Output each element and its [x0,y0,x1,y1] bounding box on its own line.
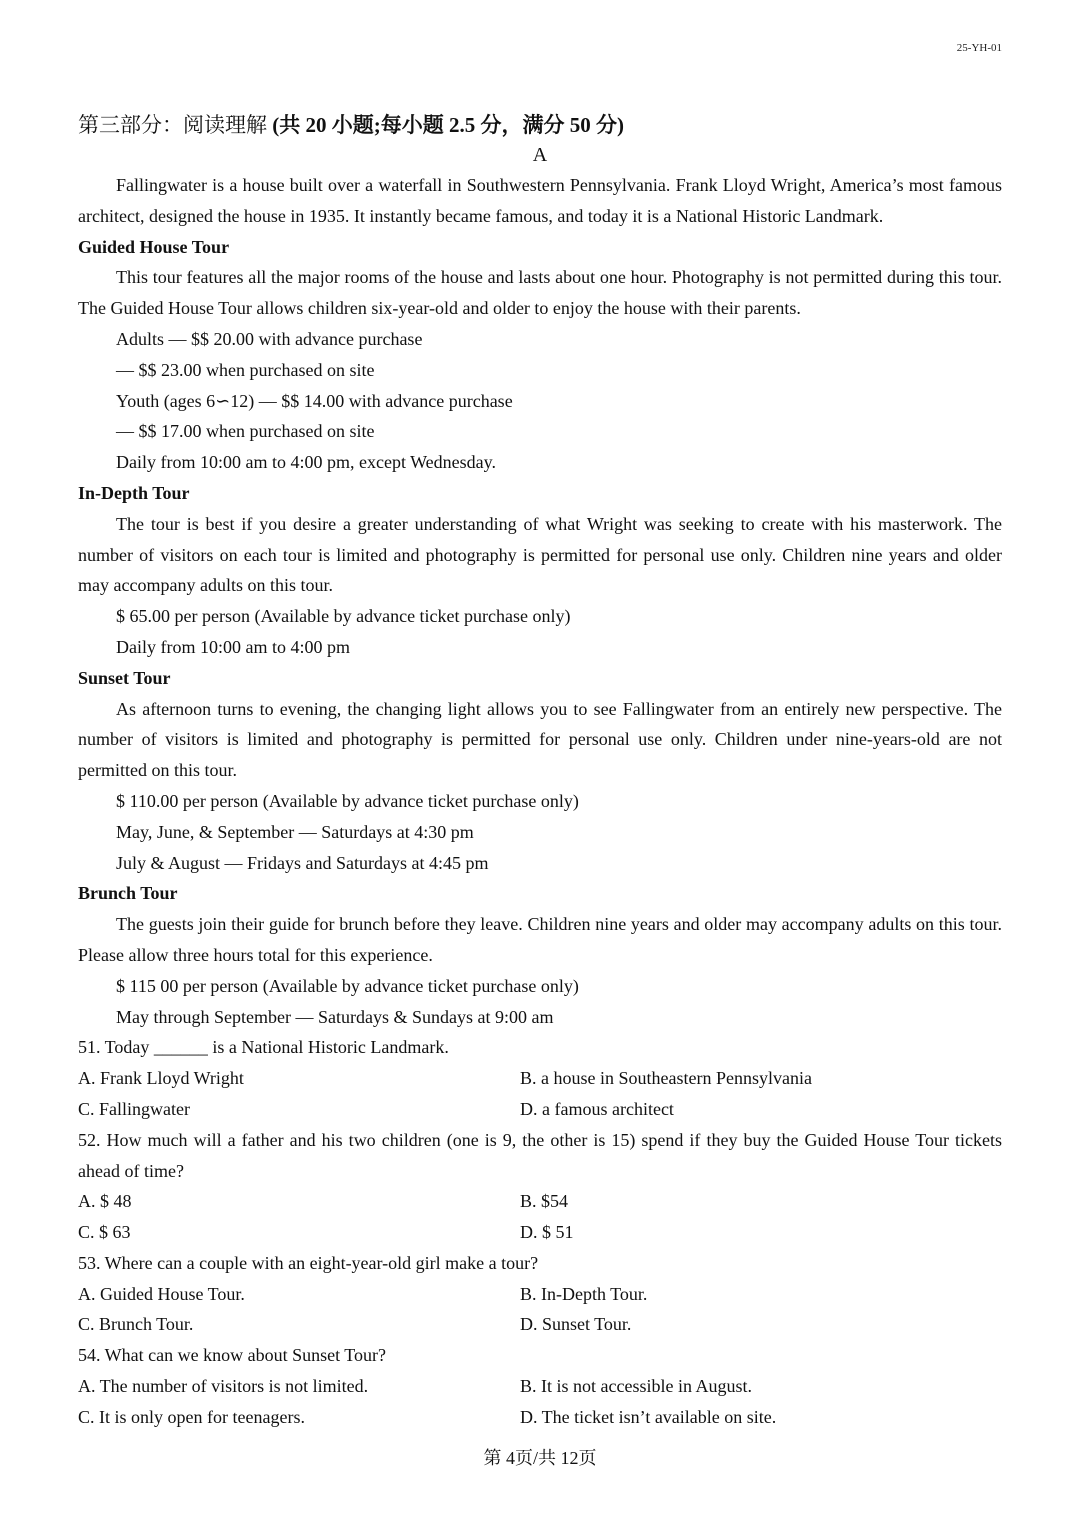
tour-heading-guided: Guided House Tour [78,236,230,257]
option-51-a: A. Frank Lloyd Wright [78,1068,244,1089]
option-row [78,1094,1002,1125]
tour-desc-guided: This tour features all the major rooms of the house and lasts about one hour. Photography is not permitted during this tour. The Guided House Tour allows children six-year-old and older to enjoy the house with their parents. [78,267,1002,319]
option-54-a: A. The number of visitors is not limited. [78,1376,369,1397]
tour-heading-in-depth: In-Depth Tour [78,482,190,503]
option-53-a: A. Guided House Tour. [78,1283,245,1304]
option-52-b: B. $54 [520,1191,569,1212]
option-row [78,1186,1002,1217]
option-52-d: D. $ 51 [520,1222,574,1243]
question-stem-54: 54. What can we know about Sunset Tour? [78,1345,387,1366]
exam-page [78,110,1002,1433]
section-title-scoring: (共 20 小题;每小题 2.5 分，满分 50 分) [272,113,624,137]
tour-detail: — $$ 17.00 when purchased on site [116,421,375,442]
tour-detail: Adults — $$ 20.00 with advance purchase [116,328,423,349]
option-51-c: C. Fallingwater [78,1098,190,1119]
option-54-b: B. It is not accessible in August. [520,1376,752,1397]
option-51-d: D. a famous architect [520,1098,674,1119]
tour-heading-sunset: Sunset Tour [78,667,171,688]
option-53-c: C. Brunch Tour. [78,1314,194,1335]
passage-label: A [532,144,548,166]
tour-detail: May through September — Saturdays & Sundays at 9:00 am [116,1006,554,1027]
tour-desc-in-depth: The tour is best if you desire a greater understanding of what Wright was seeking to create with his masterwork. The number of visitors on each tour is limited and photography is permitted for personal use only. Children nine years and older may accompany adults on this tour. [78,513,1002,596]
tour-desc-brunch: The guests join their guide for brunch before they leave. Children nine years and older may accompany adults on this tour. Please allow three hours total for this experience. [78,914,1002,965]
section-title-prefix: 第三部分：阅读理解 [78,113,273,137]
option-51-b: B. a house in Southeastern Pennsylvania [520,1068,812,1089]
option-row [78,1371,1002,1402]
tour-desc-sunset: As afternoon turns to evening, the changing light allows you to see Fallingwater from an entirely new perspective. The number of visitors is limited and photography is permitted for personal use only. Children under nine-years-old are not permitted on this tour. [78,698,1002,781]
option-54-c: C. It is only open for teenagers. [78,1406,305,1427]
tour-heading-brunch: Brunch Tour [78,883,178,904]
tour-detail: $ 65.00 per person (Available by advance ticket purchase only) [116,606,571,627]
option-row [78,1217,1002,1248]
option-52-a: A. $ 48 [78,1191,132,1212]
section-title [78,110,1002,140]
option-row [78,1063,1002,1094]
option-row [78,1402,1002,1433]
tour-detail: July & August — Fridays and Saturdays at 4:45 pm [116,852,489,873]
question-stem-51: 51. Today ______ is a National Historic Landmark. [78,1037,449,1058]
tour-detail: $ 115 00 per person (Available by advance ticket purchase only) [116,975,579,996]
tour-detail: Daily from 10:00 am to 4:00 pm, except Wednesday. [116,452,496,473]
option-row [78,1309,1002,1340]
page-number: 第 4页/共 12页 [483,1448,597,1468]
option-53-b: B. In-Depth Tour. [520,1283,648,1304]
tour-detail: May, June, & September — Saturdays at 4:30 pm [116,821,474,842]
option-52-c: C. $ 63 [78,1222,131,1243]
option-54-d: D. The ticket isn’t available on site. [520,1406,777,1427]
question-stem-53: 53. Where can a couple with an eight-year-old girl make a tour? [78,1252,539,1273]
tour-detail: — $$ 23.00 when purchased on site [116,359,375,380]
tour-detail: Daily from 10:00 am to 4:00 pm [116,636,350,657]
question-stem-52: 52. How much will a father and his two children (one is 9, the other is 15) spend if they buy the Guided House Tour tickets ahead of time? [78,1129,1002,1181]
tour-detail: $ 110.00 per person (Available by advance ticket purchase only) [116,790,579,811]
option-row [78,1279,1002,1310]
intro-paragraph: Fallingwater is a house built over a waterfall in Southwestern Pennsylvania. Frank Lloyd Wright, America’s most famous architect, designed the house in 1935. It instantly became famous, and today it is a National Historic Landmark. [78,175,1002,226]
option-53-d: D. Sunset Tour. [520,1314,632,1335]
tour-detail: Youth (ages 6∽12) — $$ 14.00 with advance purchase [116,390,513,411]
document-code: 25-YH-01 [956,42,1002,54]
